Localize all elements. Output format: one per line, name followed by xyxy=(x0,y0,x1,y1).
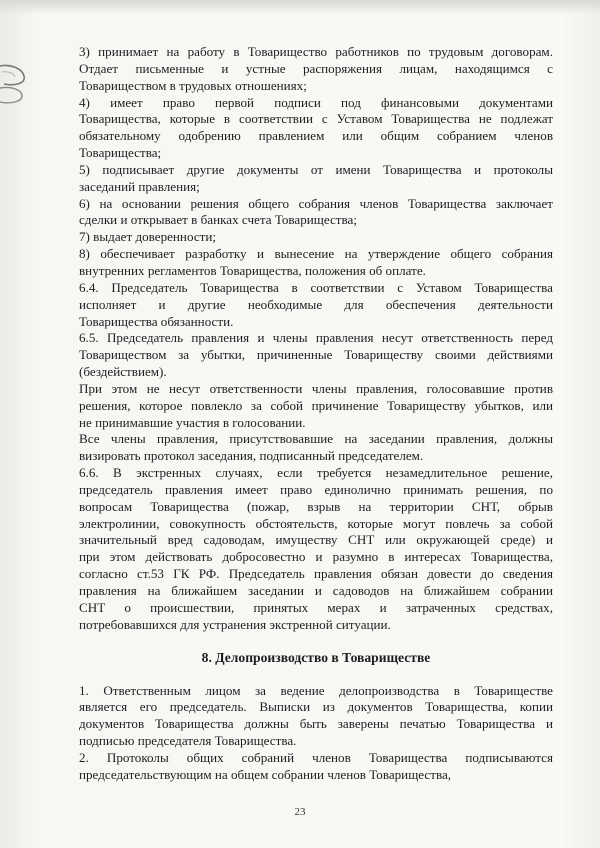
text-line: не принимавшие участия в голосовании. xyxy=(79,414,306,430)
text-line: согласно ст.53 ГК РФ. Председатель правления обязан довести до сведения xyxy=(79,566,553,582)
text-line: является его председатель. Выписки из документов Товарищества, копии xyxy=(79,699,553,715)
page-number: 23 xyxy=(294,806,306,818)
text-line: (бездействием). xyxy=(79,364,167,380)
paragraph xyxy=(79,465,553,633)
paragraph xyxy=(79,280,553,331)
paragraph xyxy=(79,95,553,162)
text-line: 1. Ответственным лицом за ведение делопроизводства в Товариществе xyxy=(79,682,553,698)
text-line: 5) подписывает другие документы от имени Товарищества и протоколы xyxy=(79,161,553,177)
text-line: правления на ближайшем заседании и садоводов на ближайшем собрании xyxy=(79,583,553,598)
text-line: 8) обеспечивает разработку и вынесение на утверждение общего собрания xyxy=(79,246,553,262)
document-body xyxy=(79,44,553,784)
paragraph xyxy=(79,229,553,246)
paragraph xyxy=(79,381,553,432)
paragraph xyxy=(79,750,553,784)
paragraph xyxy=(79,330,553,381)
paragraph xyxy=(79,44,553,95)
text-line: 4) имеет право первой подписи под финансовыми документами xyxy=(79,94,553,110)
text-line: 3) принимает на работу в Товарищество работников по трудовым договорам. xyxy=(79,44,553,59)
text-line: председательствующим на общем собрании членов Товарищества, xyxy=(79,766,452,782)
text-line: при этом действовать добросовестно и разумно в интересах Товарищества, xyxy=(79,549,553,565)
text-line: сделки и открывает в банках счета Товарищества; xyxy=(79,212,357,228)
scan-top-edge xyxy=(0,0,600,14)
paragraph xyxy=(79,162,553,196)
text-line: Товарищества, которые в соответствии с Уставом Товарищества не подлежат xyxy=(79,111,553,127)
paragraph xyxy=(79,431,553,465)
paragraph xyxy=(79,196,553,230)
text-line: Товарищества; xyxy=(79,145,162,161)
text-line: При этом не несут ответственности члены правления, голосовавшие против xyxy=(79,380,553,396)
text-line: документов Товарищества должны быть заверены печатью Товарищества и xyxy=(79,716,553,732)
section-heading: 8. Делопроизводство в Товариществе xyxy=(201,649,431,665)
text-line: 6) на основании решения общего собрания членов Товарищества заключает xyxy=(79,195,553,211)
text-line: заседаний правления; xyxy=(79,178,200,194)
text-line: Все члены правления, присутствовавшие на заседании правления, должны xyxy=(79,431,553,447)
text-line: значительный вред садоводам, имуществу СНТ или окружающей среде) и xyxy=(79,532,553,548)
paragraph xyxy=(79,246,553,280)
text-line: обязательному одобрению правлением или общим собранием членов xyxy=(79,128,553,144)
text-line: 6.4. Председатель Товарищества в соответствии с Уставом Товарищества xyxy=(79,279,553,295)
text-line: Товариществом за убытки, причиненные Товариществу своими действиями xyxy=(79,347,553,363)
text-line: Товариществом в трудовых отношениях; xyxy=(79,77,307,93)
text-line: электролинии, совокупность обстоятельств, которые могут повлечь за собой xyxy=(79,515,553,531)
text-line: Товарищества обязанности. xyxy=(79,313,234,329)
text-line: решения, которое повлекло за собой причинение Товариществу убытков, или xyxy=(79,397,553,413)
text-line: потребовавшихся для устранения экстренной ситуации. xyxy=(79,616,391,632)
text-line: 6.5. Председатель правления и члены правления несут ответственность перед xyxy=(79,330,553,346)
text-line: подписью председателя Товарищества. xyxy=(79,733,297,749)
text-line: 7) выдает доверенности; xyxy=(79,229,216,245)
text-line: внутренних регламентов Товарищества, положения об оплате. xyxy=(79,262,426,278)
text-line: председатель правления имеет право единолично принимать решения, по xyxy=(79,481,553,497)
text-line: вопросам Товарищества (пожар, взрыв на территории СНТ, обрыв xyxy=(79,498,553,514)
paragraph xyxy=(79,683,553,750)
text-line: 6.6. В экстренных случаях, если требуется незамедлительное решение, xyxy=(79,465,553,481)
text-line: визировать протокол заседания, подписанный председателем. xyxy=(79,448,424,464)
binding-clip-icon xyxy=(0,58,28,108)
text-line: Отдает письменные и устные распоряжения лицам, находящимся с xyxy=(79,60,553,76)
text-line: исполняет и другие необходимые для обеспечения деятельности xyxy=(79,296,553,312)
text-line: СНТ о происшествии, принятых мерах и затраченных средствах, xyxy=(79,599,553,615)
text-line: 2. Протоколы общих собраний членов Товарищества подписываются xyxy=(79,749,553,765)
